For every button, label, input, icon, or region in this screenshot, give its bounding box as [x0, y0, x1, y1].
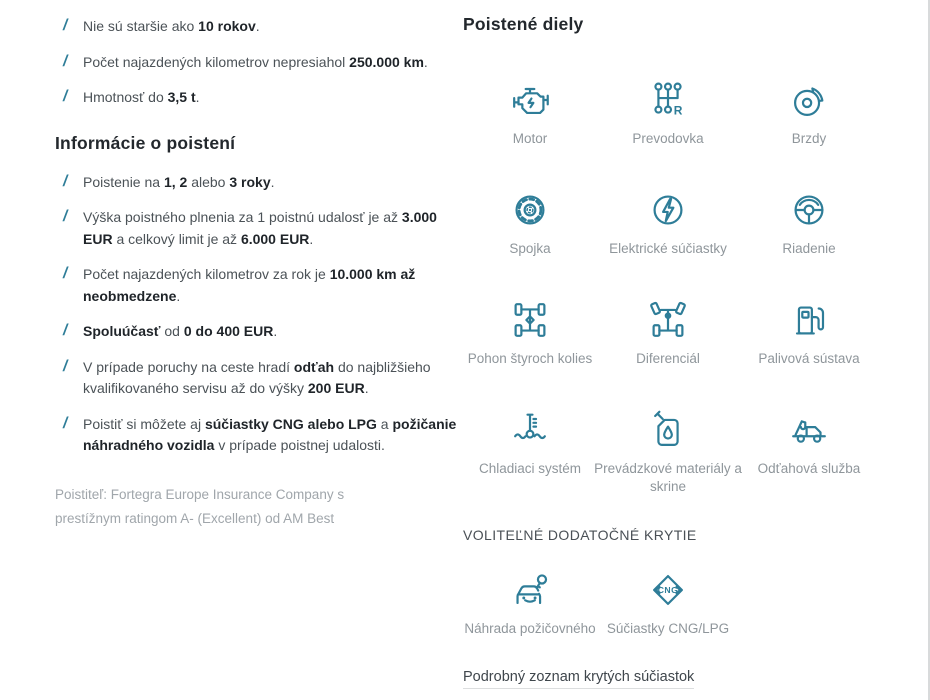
covered-part-item	[597, 77, 739, 187]
covered-part-item	[594, 407, 742, 517]
rental-car-key-icon	[507, 567, 553, 613]
bullet-item	[55, 207, 467, 250]
covered-part-item	[463, 567, 597, 663]
oil-can-icon	[645, 407, 691, 453]
covered-parts-grid	[463, 77, 883, 517]
panel-title: Poistené diely	[463, 14, 584, 34]
bullet-text: V prípade poruchy na ceste hradí odťah do najbližšieho kvalifikovaného servisu až do výšky 200 EUR.	[83, 358, 431, 396]
part-label: Prevádzkové materiály a skrine	[594, 461, 742, 494]
bullet-text: Nie sú staršie ako 10 rokov.	[83, 18, 260, 34]
part-label: Riadenie	[782, 241, 836, 256]
bullet-text: Poistiť si môžete aj súčiastky CNG alebo LPG a požičanie náhradného vozidla v prípade poistnej udalosti.	[83, 415, 457, 453]
differential-icon	[645, 297, 691, 343]
covered-part-item	[739, 187, 879, 297]
bullet-item	[55, 52, 467, 74]
bullet-text: Výška poistného plnenia za 1 poistnú udalosť je až 3.000 EUR a celkový limit je až 6.000 EUR.	[83, 209, 437, 247]
insurance-text-column	[55, 16, 467, 531]
covered-part-item	[463, 187, 597, 297]
part-label: Prevodovka	[632, 131, 704, 146]
gearbox-icon	[645, 77, 691, 123]
part-label: Odťahová služba	[757, 461, 861, 476]
covered-part-item	[463, 407, 597, 517]
covered-part-item	[463, 77, 597, 187]
electric-parts-icon	[645, 187, 691, 233]
bullet-item	[55, 321, 467, 343]
slash-bullet-icon: /	[63, 322, 68, 339]
bullet-item	[55, 414, 467, 457]
covered-parts-panel	[463, 14, 883, 689]
part-label: Chladiaci systém	[478, 461, 582, 476]
covered-part-item	[597, 297, 739, 407]
covered-part-item	[597, 567, 739, 663]
coolant-icon	[507, 407, 553, 453]
covered-parts-detail-link[interactable]: Podrobný zoznam krytých súčiastok	[463, 669, 694, 689]
insurer-note: Poistiteľ: Fortegra Europe Insurance Company s prestížnym ratingom A- (Excellent) od AM Best	[55, 486, 345, 526]
clutch-icon	[507, 187, 553, 233]
svg-text:CNG: CNG	[657, 584, 679, 595]
part-label: Súčiastky CNG/LPG	[606, 621, 730, 636]
section-title: Informácie o poistení	[55, 132, 236, 153]
svg-text:R: R	[673, 103, 683, 118]
slash-bullet-icon: /	[63, 88, 68, 105]
steering-wheel-icon	[786, 187, 832, 233]
cng-diamond-icon	[645, 567, 691, 613]
fuel-system-icon	[786, 297, 832, 343]
bullet-text: Spoluúčasť od 0 do 400 EUR.	[83, 323, 278, 339]
part-label: Diferenciál	[636, 351, 700, 366]
insurance-info-list	[55, 172, 467, 457]
brake-disc-icon	[786, 77, 832, 123]
part-label: Palivová sústava	[758, 351, 860, 366]
part-label: Spojka	[509, 241, 551, 256]
bullet-item	[55, 264, 467, 307]
bullet-text: Hmotnosť do 3,5 t.	[83, 89, 200, 105]
optional-coverage-heading: VOLITEĽNÉ DODATOČNÉ KRYTIE	[463, 527, 697, 543]
part-label: Elektrické súčiastky	[609, 241, 727, 256]
covered-part-item	[739, 77, 879, 187]
slash-bullet-icon: /	[63, 414, 68, 432]
slash-bullet-icon: /	[63, 265, 68, 282]
part-label: Pohon štyroch kolies	[467, 351, 593, 366]
bullet-item	[55, 87, 467, 109]
bullet-text: Poistenie na 1, 2 alebo 3 roky.	[83, 173, 275, 190]
tow-truck-icon	[786, 407, 832, 453]
slash-bullet-icon: /	[63, 357, 68, 375]
slash-bullet-icon: /	[63, 208, 68, 225]
slash-bullet-icon: /	[63, 172, 68, 190]
bullet-item	[55, 16, 467, 38]
covered-part-item	[597, 187, 739, 297]
part-label: Náhrada požičovného	[464, 621, 596, 636]
optional-parts-grid	[463, 567, 883, 663]
part-label: Brzdy	[791, 131, 827, 146]
slash-bullet-icon: /	[63, 17, 68, 34]
bullet-item	[55, 172, 467, 194]
bullet-text: Počet najazdených kilometrov nepresiahol 250.000 km.	[83, 53, 428, 70]
four-wheel-drive-icon	[507, 297, 553, 343]
covered-part-item	[463, 297, 597, 407]
vehicle-conditions-list	[55, 16, 467, 109]
bullet-item	[55, 357, 467, 400]
bullet-text: Počet najazdených kilometrov za rok je 10.000 km až neobmedzene.	[83, 266, 416, 304]
covered-part-item	[739, 297, 879, 407]
slash-bullet-icon: /	[63, 52, 68, 70]
covered-part-item	[739, 407, 879, 517]
engine-icon	[507, 77, 553, 123]
part-label: Motor	[512, 131, 548, 146]
